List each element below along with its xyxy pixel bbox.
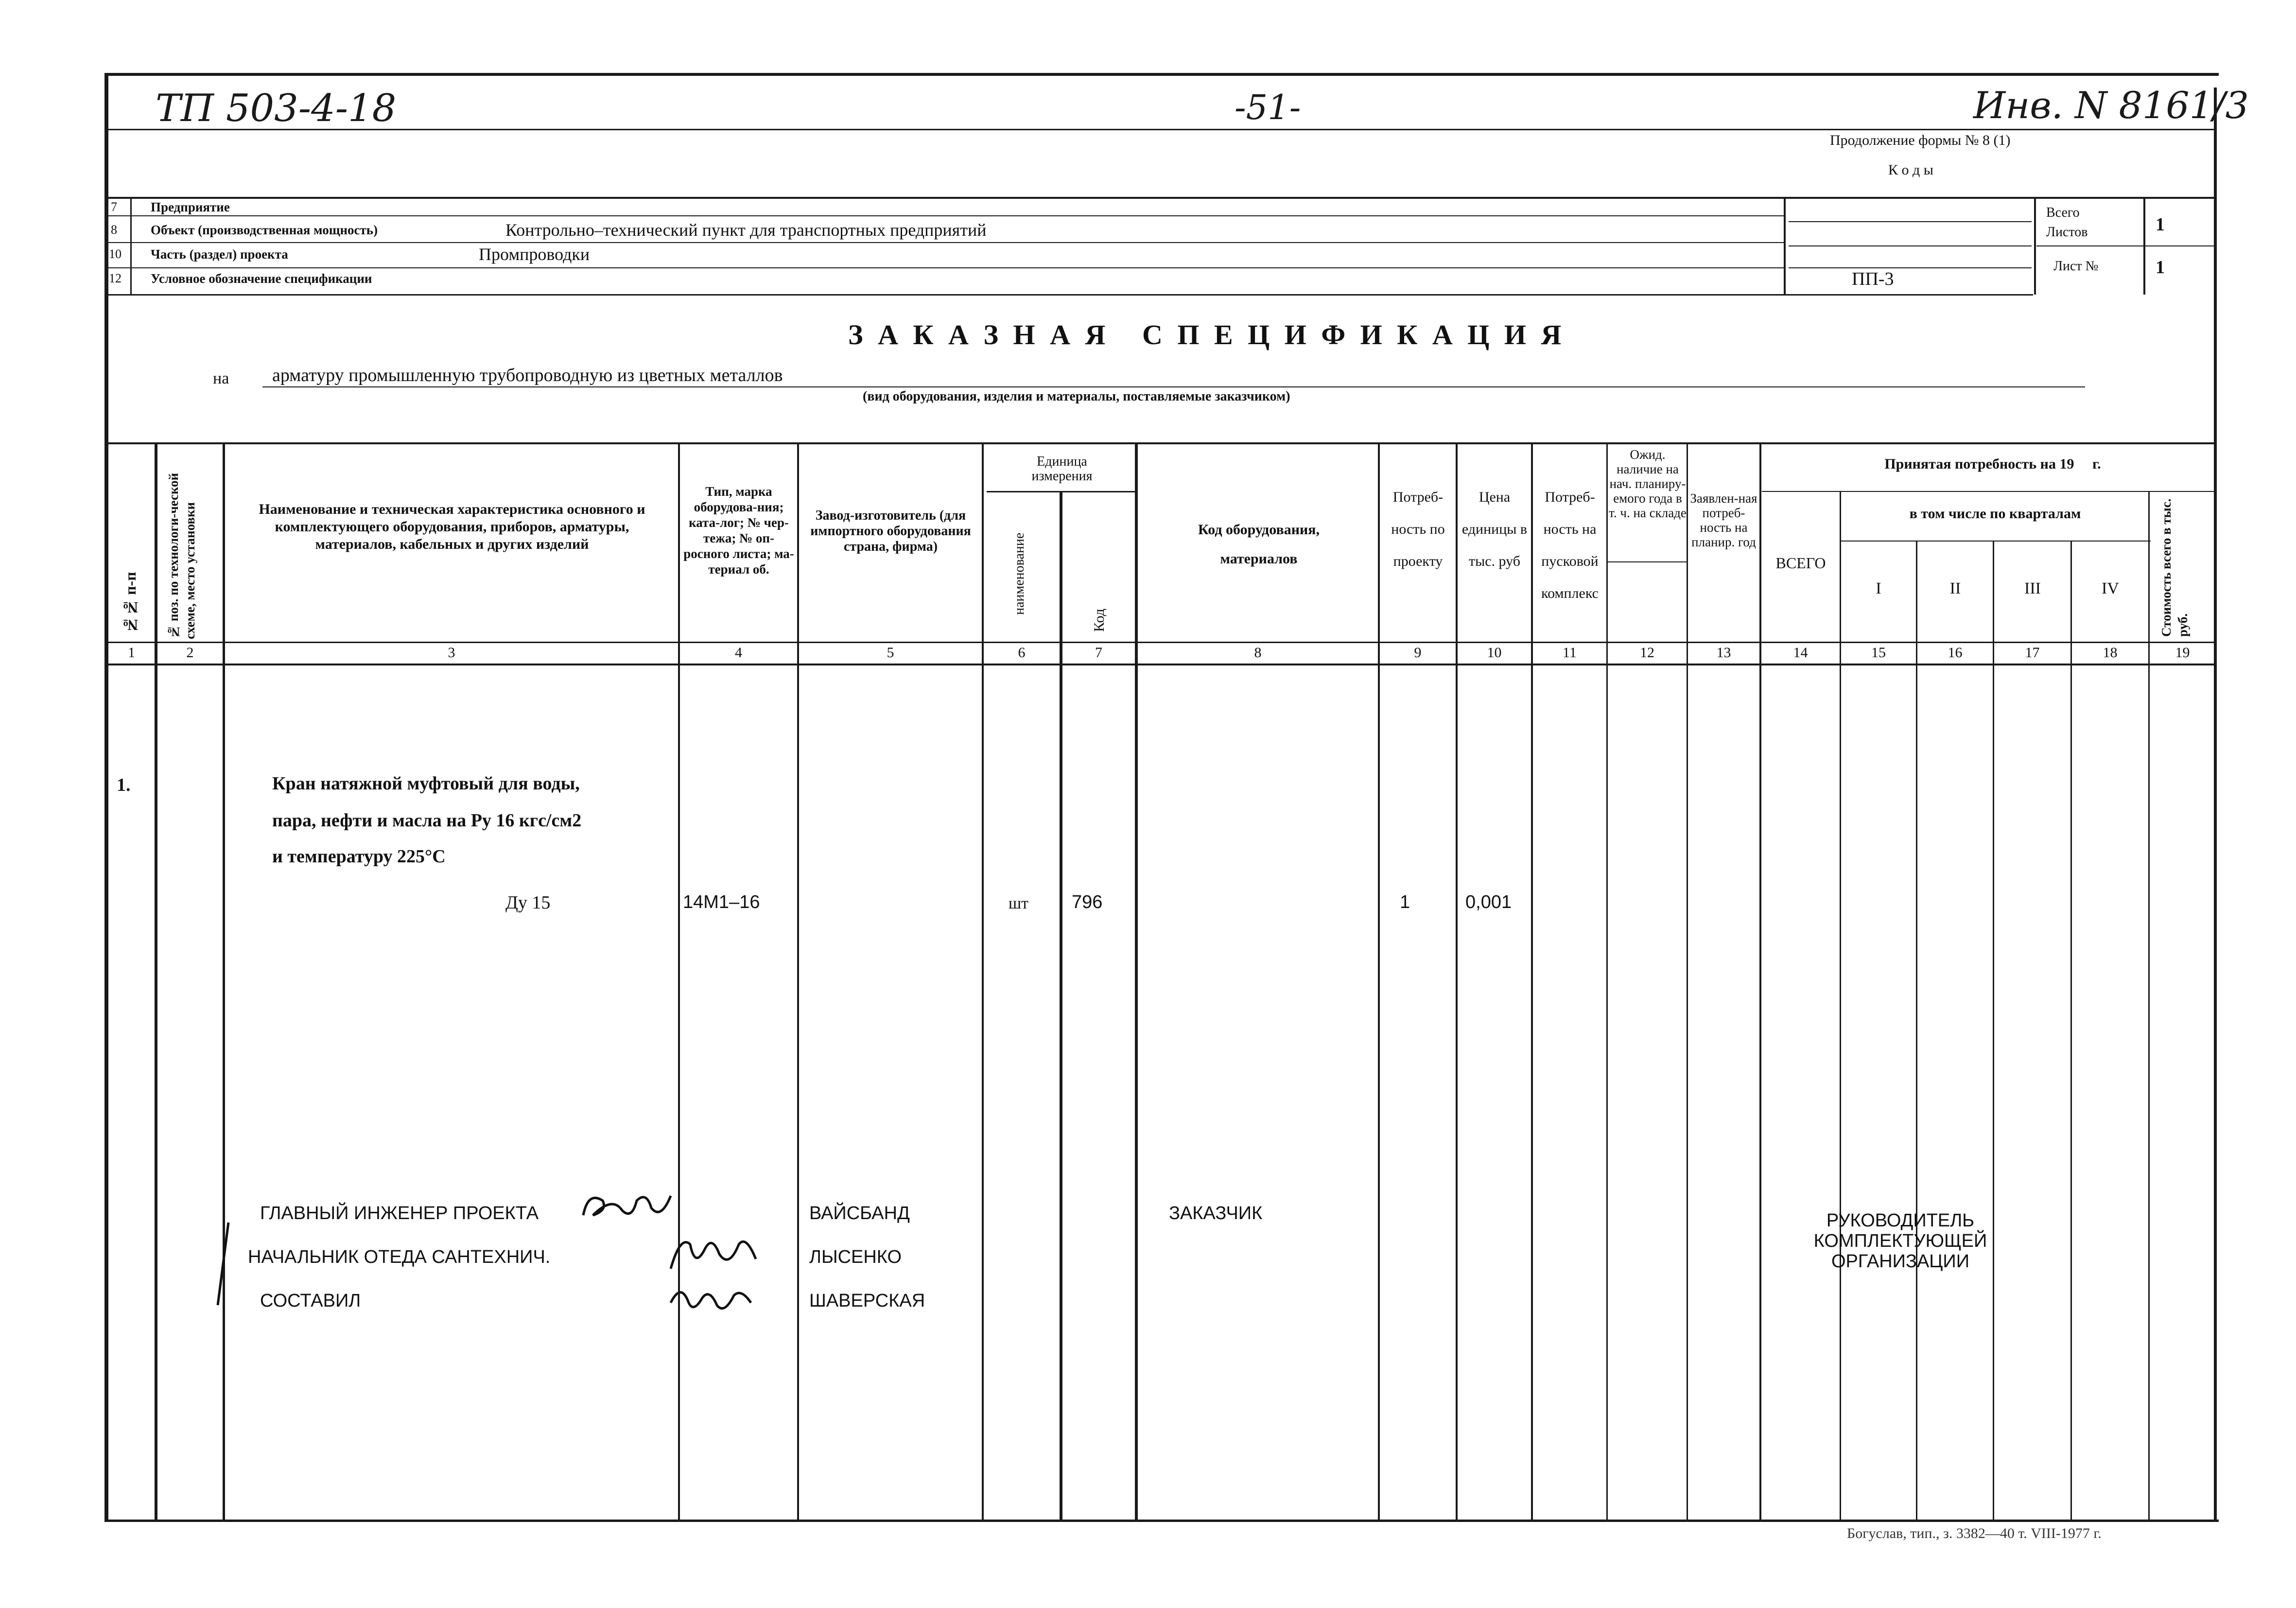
col-number: 16 xyxy=(1948,645,1963,661)
sheet-number-value: 1 xyxy=(2156,257,2165,278)
unit-price: 0,001 xyxy=(1465,892,1512,912)
item-description-line-3: и температуру 225°С xyxy=(272,846,446,867)
sheets-total-value: 1 xyxy=(2156,214,2165,235)
form-continuation: Продолжение формы № 8 (1) xyxy=(1830,132,2011,148)
col-header-14: ВСЕГО xyxy=(1775,554,1826,572)
col-number: 4 xyxy=(735,645,742,661)
col-header-12: Ожид. наличие на нач. планиру-емого года в т. ч. на складе xyxy=(1609,447,1687,520)
col-number: 3 xyxy=(448,645,455,661)
col-number: 5 xyxy=(887,645,894,661)
page-number: -51- xyxy=(1235,87,1301,127)
inventory-number: Инв. N 8161/3 xyxy=(1973,84,2249,127)
info-row-label: Предприятие xyxy=(151,200,230,214)
info-row-value: Промпроводки xyxy=(479,245,590,264)
item-description-line-2: пара, нефти и масла на Ру 16 кгс/см2 xyxy=(272,810,582,831)
item-description-line-1: Кран натяжной муфтовый для воды, xyxy=(272,773,580,794)
col-number: 17 xyxy=(2025,645,2040,661)
info-row-num: 8 xyxy=(111,223,117,237)
col-number: 19 xyxy=(2175,645,2190,661)
col-header-5: Завод-изготовитель (для импортного оборудования страна, фирма) xyxy=(810,508,971,554)
compiled-by-label: СОСТАВИЛ xyxy=(260,1291,361,1311)
col-header-10: Цена единицы в тыс. руб xyxy=(1461,489,1528,569)
subject-caption: (вид оборудования, изделия и материалы, поставляемые заказчиком) xyxy=(863,389,1290,404)
col-header-15: I xyxy=(1876,579,1881,597)
quarters-header: в том числе по кварталам xyxy=(1909,506,2081,522)
col-header-4: Тип, марка оборудова-ния; ката-лог; № чер-тежа; № оп-росного листа; ма-териал об. xyxy=(683,484,794,577)
signature-compiler xyxy=(666,1278,758,1322)
col-number: 2 xyxy=(186,645,194,661)
col-number: 9 xyxy=(1414,645,1422,661)
info-row-num: 12 xyxy=(109,271,122,285)
chief-engineer-label: ГЛАВНЫЙ ИНЖЕНЕР ПРОЕКТА xyxy=(260,1203,539,1223)
col-number: 18 xyxy=(2103,645,2118,661)
codes-label: К о д ы xyxy=(1888,162,1933,178)
signature-dept-head xyxy=(666,1225,763,1278)
col-header-11: Потреб-ность на пусковой комплекс xyxy=(1541,489,1599,601)
col-header-19 xyxy=(2158,496,2207,637)
col-number: 15 xyxy=(1871,645,1886,661)
signature-chief-engineer xyxy=(578,1186,680,1230)
col-number: 1 xyxy=(128,645,135,661)
row-number: 1. xyxy=(117,775,131,795)
col-number: 7 xyxy=(1095,645,1102,661)
col-header-8: Код оборудования, материалов xyxy=(1198,522,1320,567)
customer-label: ЗАКАЗЧИК xyxy=(1169,1203,1263,1223)
col-header-2 xyxy=(165,450,219,639)
info-row-label: Объект (производственная мощность) xyxy=(151,223,378,237)
project-code: ТП 503-4-18 xyxy=(156,87,397,130)
info-row-value: Контрольно–технический пункт для транспортных предприятий xyxy=(505,220,987,240)
page-title: З А К А З Н А Я С П Е Ц И Ф И К А Ц И Я xyxy=(848,319,1565,350)
sheets-total-label: Всего Листов xyxy=(2046,205,2088,240)
info-row-label: Часть (раздел) проекта xyxy=(151,247,288,262)
col-header-16: II xyxy=(1949,579,1961,597)
col-number: 13 xyxy=(1716,645,1731,661)
printer-footer: Богуслав, тип., з. 3382—40 т. VIII-1977 г. xyxy=(1847,1525,2102,1541)
info-row-num: 7 xyxy=(111,200,117,214)
unit-code: 796 xyxy=(1072,892,1103,912)
accepted-needs-header: Принятая потребность на 19 г. xyxy=(1884,456,2101,472)
col-header-17: III xyxy=(2024,579,2041,597)
item-type: 14М1–16 xyxy=(683,892,760,912)
col-header-13: Заявлен-ная потреб-ность на планир. год xyxy=(1690,491,1757,549)
col-number: 11 xyxy=(1563,645,1577,661)
col-header-7: Код xyxy=(1091,609,1107,632)
col-number: 6 xyxy=(1018,645,1026,661)
subject-prefix: на xyxy=(213,369,229,387)
col-header-3: Наименование и техническая характеристика основного и комплектующего оборудования, приборов, арматуры, материалов, кабельных и других изделий xyxy=(259,501,645,552)
signer-name-1: ВАЙСБАНД xyxy=(809,1203,910,1223)
dept-head-label: НАЧАЛЬНИК ОТЕДА САНТЕХНИЧ. xyxy=(248,1247,551,1267)
col-header-9: Потреб-ность по проекту xyxy=(1391,489,1445,569)
margin-stroke xyxy=(214,1220,233,1308)
col-number: 14 xyxy=(1793,645,1808,661)
nominal-diameter: Ду 15 xyxy=(505,892,551,913)
project-quantity: 1 xyxy=(1400,892,1410,912)
col-header-2-text: № поз. по технологи-ческой схеме, место установки xyxy=(166,472,197,639)
col-number: 8 xyxy=(1254,645,1262,661)
col-header-19-text: Стоимость всего в тыс. руб. xyxy=(2159,498,2190,637)
col-header-18: IV xyxy=(2102,579,2119,597)
col-header-6: наименование xyxy=(1012,532,1027,615)
subject-text: арматуру промышленную трубопроводную из цветных металлов xyxy=(272,365,783,385)
sheet-number-label: Лист № xyxy=(2053,259,2099,274)
org-head-label: РУКОВОДИТЕЛЬ КОМПЛЕКТУЮЩЕЙ ОРГАНИЗАЦИИ xyxy=(1813,1210,1987,1272)
unit-header: Единица измерения xyxy=(1031,454,1093,484)
col-header-1: №№ п-п xyxy=(122,572,139,634)
info-row-num: 10 xyxy=(109,247,122,261)
signer-name-2: ЛЫСЕНКО xyxy=(809,1247,902,1267)
info-row-label: Условное обозначение спецификации xyxy=(151,271,372,286)
col-number: 12 xyxy=(1640,645,1654,661)
unit-name: шт xyxy=(1009,894,1029,912)
spec-code: ПП-3 xyxy=(1852,269,1894,289)
col-number: 10 xyxy=(1487,645,1502,661)
signer-name-3: ШАВЕРСКАЯ xyxy=(809,1291,925,1311)
